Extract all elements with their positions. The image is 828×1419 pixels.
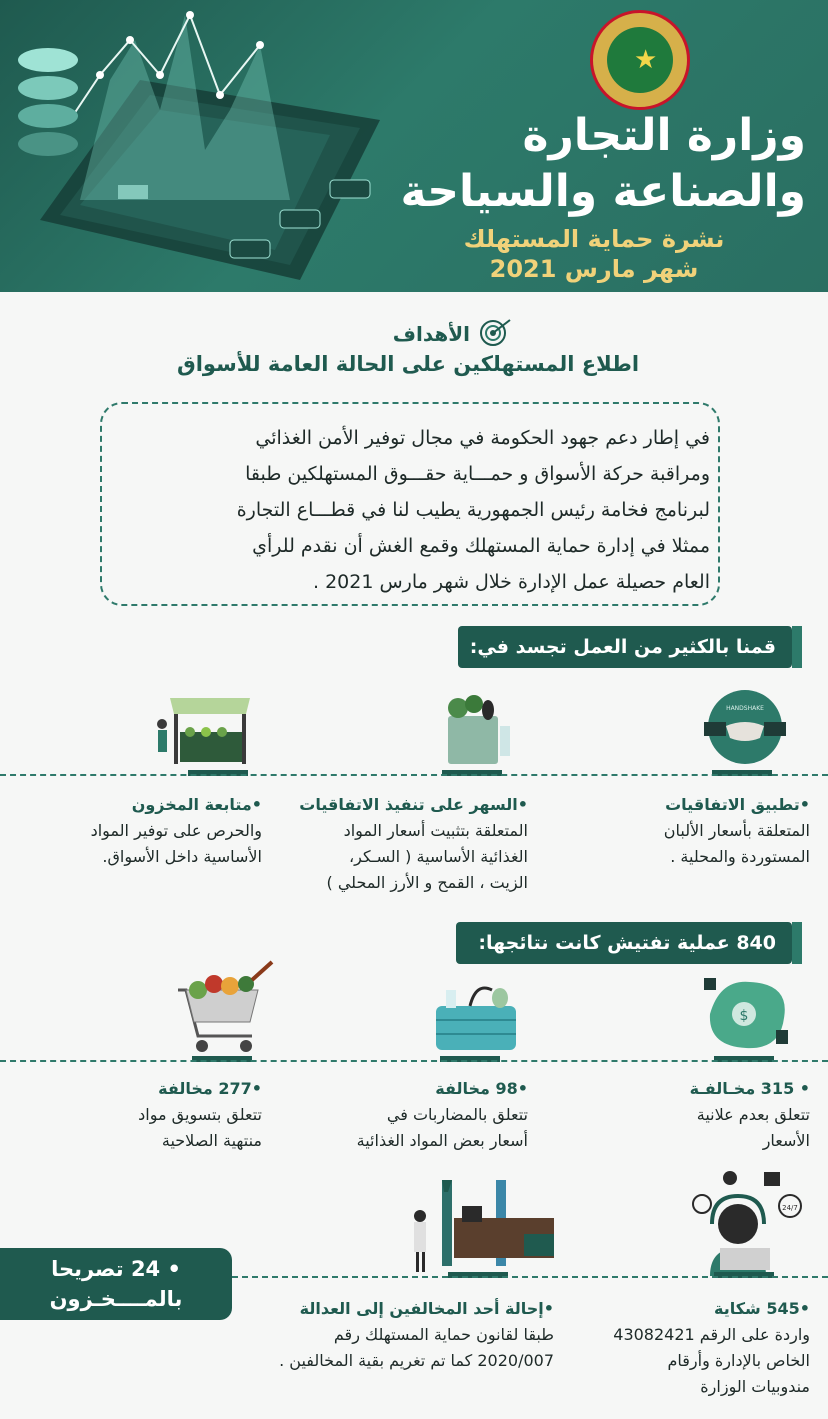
data-tablet-illustration xyxy=(0,0,400,292)
complaints-item: •545 شكاية واردة على الرقم 43082421 الخاص بالإدارة وأرقام مندوبيات الوزارة xyxy=(613,1299,810,1396)
objectives-text: اطلاع المستهلكين على الحالة العامة للأسواق xyxy=(176,352,640,376)
bar-accent xyxy=(792,922,802,964)
work-section-bar: قمنا بالكثير من العمل تجسد في: xyxy=(458,626,792,668)
support-247-badge: 24/7 xyxy=(782,1204,798,1212)
inspection-item-price-display: • 315 مخـالفـة تتعلق بعدم علانية الأسعار xyxy=(689,1079,810,1150)
bulletin-subtitle: نشرة حماية المستهلك شهر مارس 2021 xyxy=(463,225,725,283)
work-item-stock-monitoring: •متابعة المخزون والحرص على توفير المواد الأساسية داخل الأسواق. xyxy=(90,795,262,866)
inspection-item-expired-goods: •277 مخالفة تتعلق بتسويق مواد منتهية الصلاحية xyxy=(138,1079,262,1150)
national-seal-logo: ★ xyxy=(590,10,690,110)
grocery-bag-icon xyxy=(436,690,516,768)
shopping-cart-icon xyxy=(172,960,276,1056)
handshake-icon xyxy=(700,688,790,766)
work-item-agreements: •تطبيق الاتفاقيات المتعلقة بأسعار الألبان المستوردة والمحلية . xyxy=(663,795,810,866)
justice-item: •إحالة أحد المخالفين إلى العدالة طبقا لقانون حماية المستهلك رقم 2020/007 كما تم تغريم بقية المخالفين . xyxy=(279,1299,554,1370)
header-banner xyxy=(0,0,828,292)
ministry-title: وزارة التجارة والصناعة والسياحة xyxy=(400,110,806,217)
inspections-divider xyxy=(0,1060,828,1062)
work-divider xyxy=(0,774,828,776)
call-center-icon xyxy=(690,1166,808,1276)
bottom-divider xyxy=(232,1276,828,1278)
stock-declarations-badge: • 24 تصريحا بالمــــخـزون xyxy=(0,1248,232,1320)
intro-paragraph: في إطار دعم جهود الحكومة في مجال توفير الأمن الغذائي ومراقبة حركة الأسواق و حمـــاية حقـــوق المستهلكين طبقا لبرنامج فخامة رئيس الجمهورية يطيب لنا في قطـــاع التجارة ممثلا في إدارة حماية المستهلك وقمع الغش أن نقدم للرأي العام حصيلة عمل الإدارة خلال شهر مارس 2021 . xyxy=(236,427,710,593)
market-stall-icon xyxy=(150,688,254,768)
courtroom-icon xyxy=(396,1176,568,1278)
handshake-caption: HANDSHAKE xyxy=(726,705,764,712)
target-icon xyxy=(478,316,512,350)
inspection-item-speculation: •98 مخالفة تتعلق بالمضاربات في أسعار بعض المواد الغذائية xyxy=(356,1079,528,1150)
basket-icon xyxy=(430,976,522,1056)
svg-text:$: $ xyxy=(739,1008,749,1024)
money-hand-icon xyxy=(700,974,794,1054)
objectives-heading: الأهداف xyxy=(392,322,470,346)
inspections-section-bar: 840 عملية تفتيش كانت نتائجها: xyxy=(456,922,792,964)
bar-accent xyxy=(792,626,802,668)
work-item-price-fixing: •السهر على تنفيذ الاتفاقيات المتعلقة بتثبيت أسعار المواد الغذائية الأساسية ( السـكر، الزيت ، القمح و الأرز المحلي ) xyxy=(299,795,528,892)
